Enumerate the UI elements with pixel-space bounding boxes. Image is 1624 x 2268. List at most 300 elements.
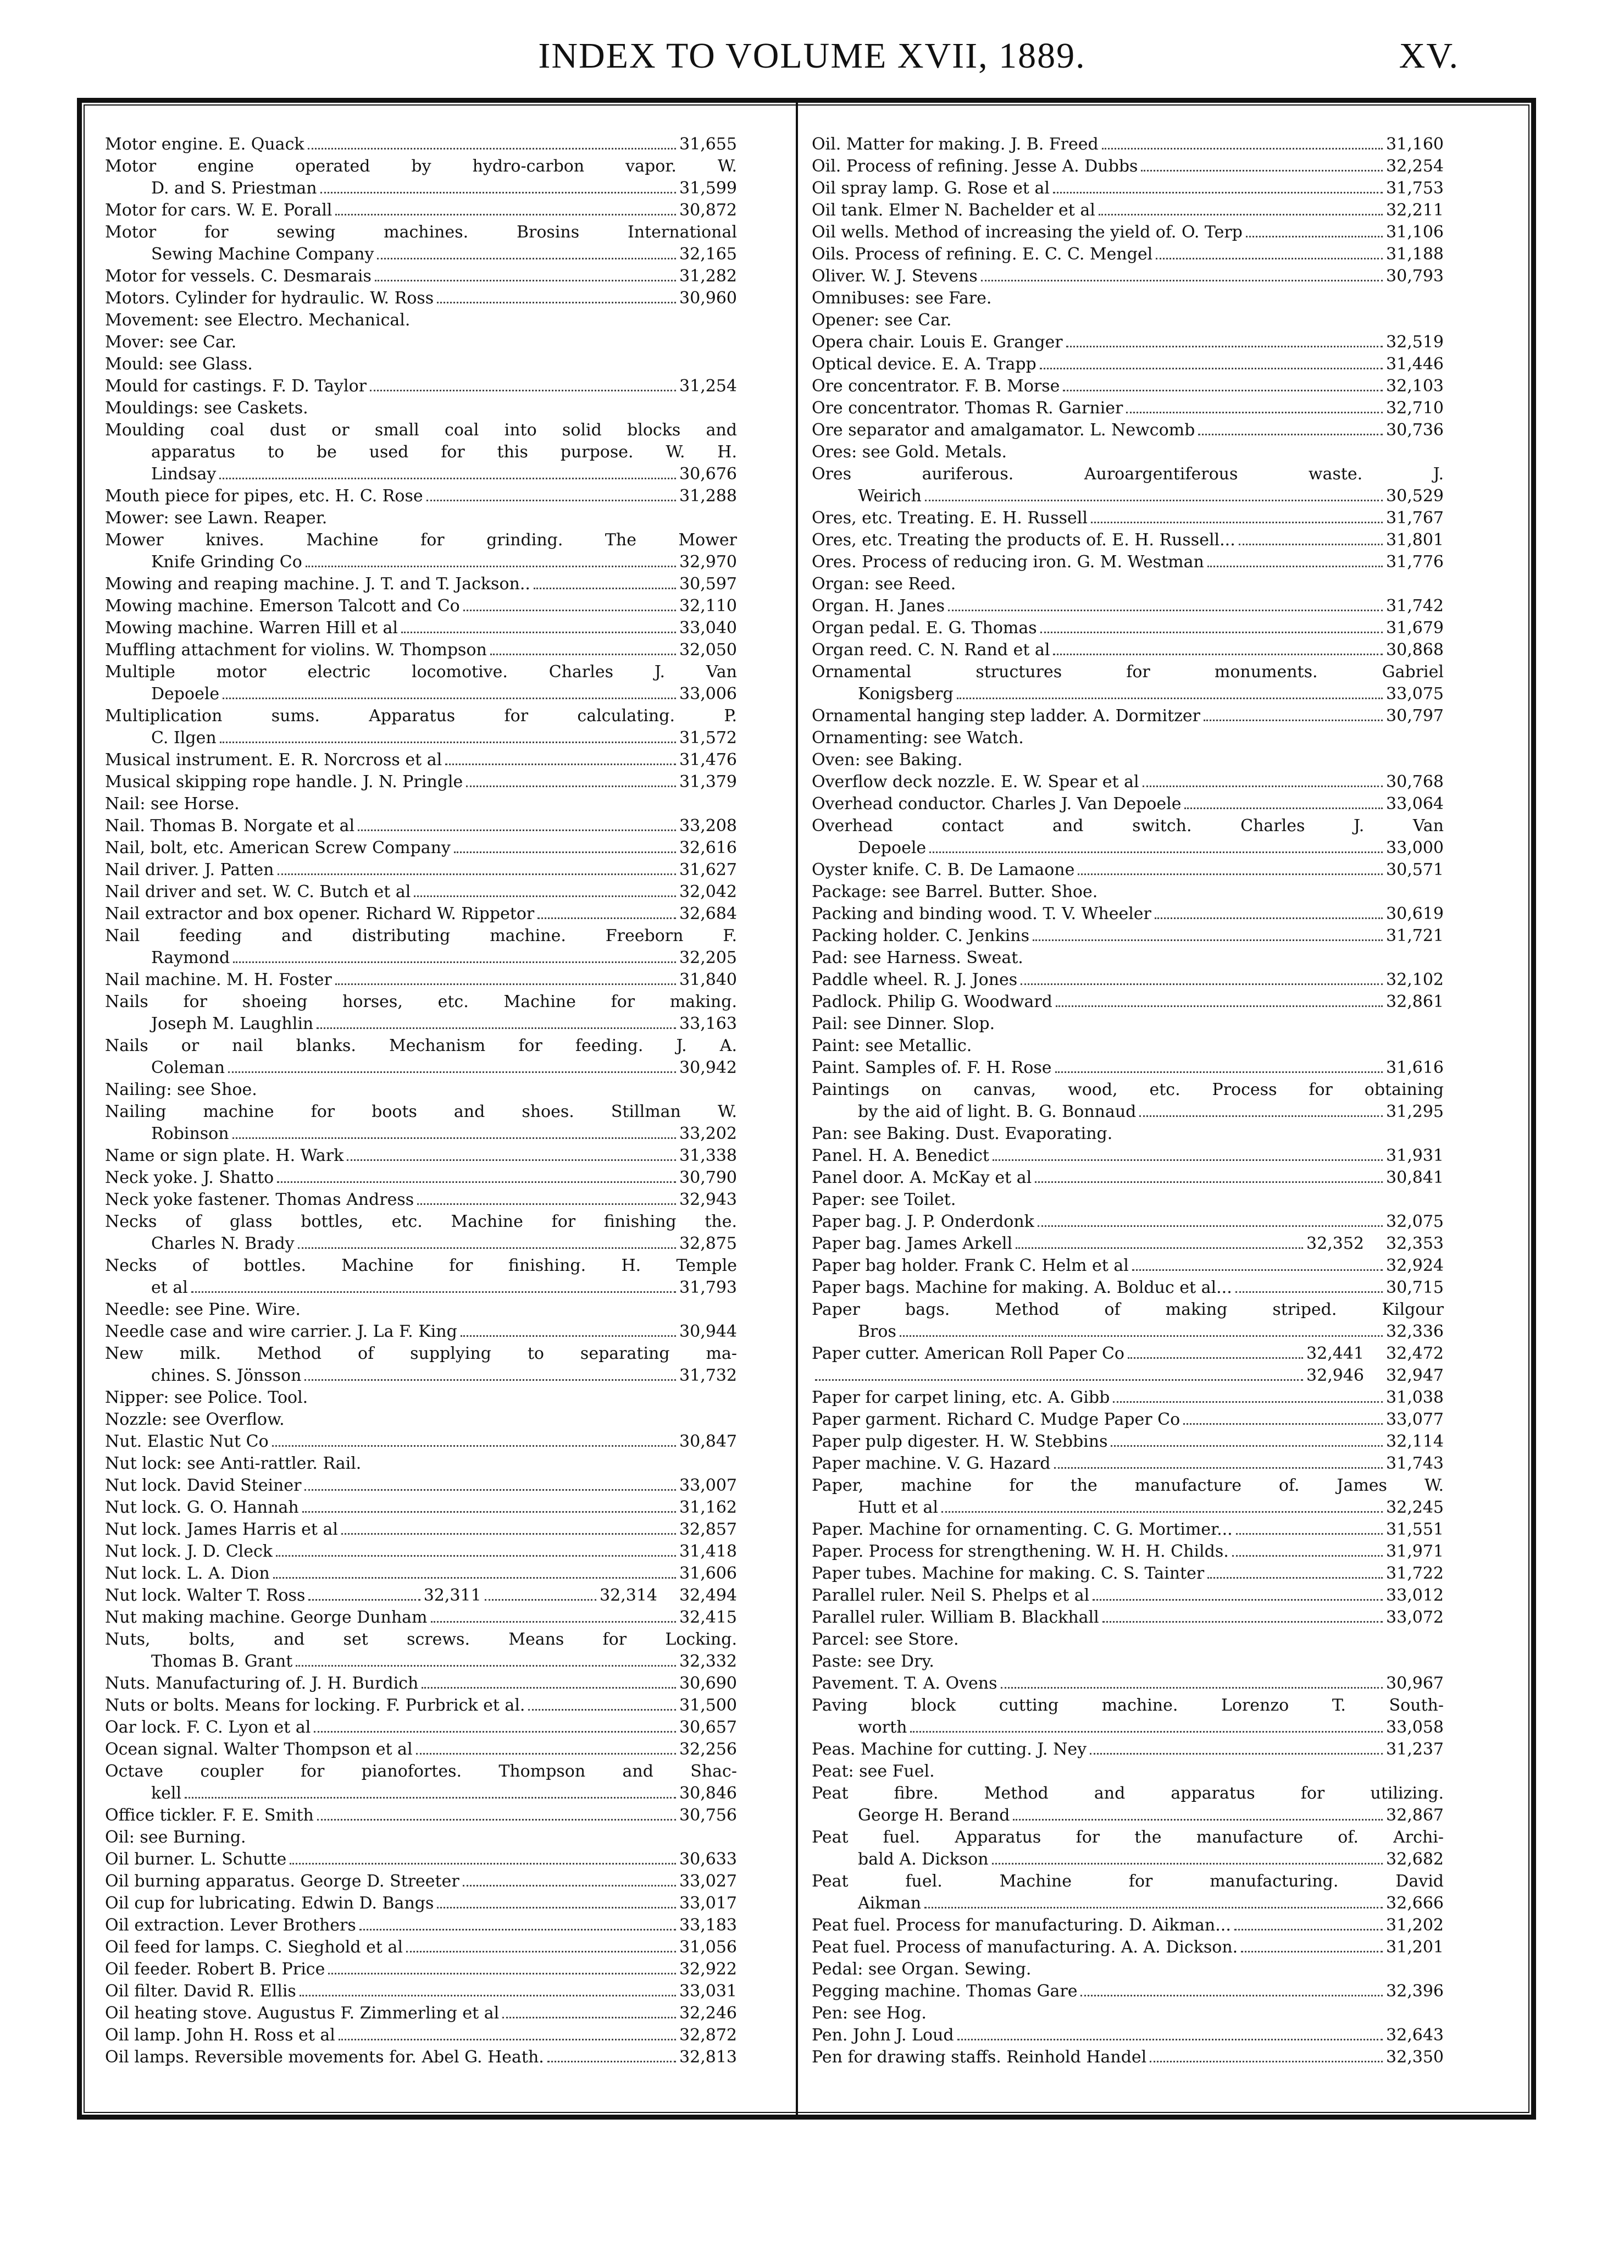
patent-number: 30,619	[1386, 904, 1444, 923]
index-entry	[105, 2046, 737, 2068]
dot-leader	[1054, 1467, 1383, 1469]
patent-number: 31,753	[1386, 179, 1444, 198]
dot-leader	[924, 1907, 1383, 1909]
index-entry	[812, 947, 1444, 969]
dot-leader	[320, 192, 676, 193]
patent-number: 30,872	[679, 201, 737, 220]
entry-text: Peat fuel. Process of manufacturing. A. A. Dickson.	[812, 1938, 1238, 1957]
index-entry	[812, 881, 1444, 903]
patent-number: 32,519	[1386, 333, 1444, 352]
index-entry	[812, 1013, 1444, 1035]
entry-text: Organ. H. Janes	[812, 596, 945, 616]
entry-text: Nut. Elastic Nut Co	[105, 1432, 269, 1451]
entry-text: Nail feeding and distributing machine. Freeborn F.	[105, 926, 737, 945]
index-entry	[105, 969, 737, 991]
entry-text: Raymond	[151, 948, 230, 967]
dot-leader	[534, 588, 676, 589]
entry-text: Oil cup for lubricating. Edwin D. Bangs	[105, 1894, 434, 1913]
dot-leader	[298, 1247, 676, 1249]
index-entry	[812, 991, 1444, 1013]
entry-text: Nuts, bolts, and set screws. Means for Locking.	[105, 1630, 737, 1649]
patent-number: 32,352	[1306, 1234, 1365, 1253]
patent-number: 31,202	[1386, 1916, 1444, 1935]
index-entry	[105, 1893, 737, 1915]
patent-number: 33,208	[679, 816, 737, 836]
entry-text: Movement: see Electro. Mechanical.	[105, 311, 411, 330]
index-entry	[105, 265, 737, 287]
patent-number: 33,040	[679, 618, 737, 638]
patent-number: 32,872	[679, 2026, 737, 2045]
patent-number: 30,736	[1386, 421, 1444, 440]
index-entry	[105, 1079, 737, 1101]
index-entry	[105, 617, 737, 639]
patent-number: 30,942	[679, 1058, 737, 1077]
index-entry	[105, 925, 737, 969]
patent-number: 32,710	[1386, 399, 1444, 418]
index-entry	[105, 1035, 737, 1079]
dot-leader	[377, 258, 676, 259]
patent-number: 30,657	[679, 1718, 737, 1737]
entry-text: Paper bags. Machine for making. A. Bolduc et al...	[812, 1278, 1232, 1297]
patent-number: 31,160	[1386, 135, 1444, 154]
patent-number: 33,000	[1386, 838, 1444, 858]
entry-text: Omnibuses: see Fare.	[812, 289, 992, 308]
index-entry	[105, 2024, 737, 2046]
index-entry	[105, 837, 737, 859]
index-entry	[105, 793, 737, 815]
index-entry	[105, 1827, 737, 1849]
entry-text: Oil: see Burning.	[105, 1828, 246, 1847]
dot-leader	[1033, 939, 1383, 941]
index-entry	[105, 353, 737, 375]
patent-number: 32,857	[679, 1520, 737, 1539]
patent-number: 31,971	[1386, 1542, 1444, 1561]
entry-text: Optical device. E. A. Trapp	[812, 355, 1037, 374]
entry-text: Ores: see Gold. Metals.	[812, 442, 1007, 462]
index-entry	[812, 727, 1444, 749]
right-column	[812, 134, 1444, 2068]
entry-text: Overhead conductor. Charles J. Van Depoele	[812, 794, 1182, 814]
index-entry	[105, 2003, 737, 2024]
entry-text: Nuts or bolts. Means for locking. F. Purbrick et al.	[105, 1696, 525, 1715]
entry-text: Motor for vessels. C. Desmarais	[105, 267, 372, 286]
entry-text: Oil burner. L. Schutte	[105, 1850, 287, 1869]
index-entry	[812, 1255, 1444, 1277]
entry-text: Ore concentrator. Thomas R. Garnier	[812, 399, 1123, 418]
entry-text: Mowing and reaping machine. J. T. and T. Jackson..	[105, 574, 530, 594]
dot-leader	[1155, 917, 1383, 919]
index-entry	[812, 595, 1444, 617]
index-entry	[812, 1299, 1444, 1343]
dot-leader	[1128, 1357, 1303, 1359]
patent-number: 31,418	[679, 1542, 737, 1561]
dot-leader	[317, 1027, 676, 1029]
entry-text: Ore separator and amalgamator. L. Newcomb	[812, 421, 1195, 440]
entry-text: by the aid of light. B. G. Bonnaud	[858, 1102, 1137, 1121]
patent-number: 31,722	[1386, 1564, 1444, 1583]
dot-leader	[1239, 544, 1383, 545]
patent-number: 32,103	[1386, 377, 1444, 396]
entry-text: Ornamental hanging step ladder. A. Dormitzer	[812, 706, 1201, 726]
index-entry	[105, 639, 737, 661]
index-entry	[812, 2003, 1444, 2024]
entry-text: Thomas B. Grant	[151, 1652, 293, 1671]
patent-number: 32,311	[423, 1586, 481, 1605]
patent-number: 32,666	[1386, 1894, 1444, 1913]
entry-text: Packing holder. C. Jenkins	[812, 926, 1029, 945]
patent-number: 32,643	[1386, 2026, 1444, 2045]
entry-text: apparatus to be used for this purpose. W. H.	[151, 442, 737, 462]
patent-number: 32,042	[679, 882, 737, 901]
entry-text: Nipper: see Police. Tool.	[105, 1388, 308, 1407]
index-entry	[105, 1167, 737, 1189]
patent-number: 32,314	[600, 1586, 658, 1605]
dot-leader	[370, 390, 676, 391]
dot-leader	[1038, 1225, 1383, 1227]
entry-text: Organ: see Reed.	[812, 574, 956, 594]
index-entry	[812, 1057, 1444, 1079]
entry-text: Pad: see Harness. Sweat.	[812, 948, 1023, 967]
page-title: INDEX TO VOLUME XVII, 1889.	[538, 36, 1086, 76]
index-entry	[105, 1673, 737, 1695]
entry-text: Paper pulp digester. H. W. Stebbins	[812, 1432, 1108, 1451]
dot-leader	[414, 895, 676, 897]
patent-number: 30,944	[679, 1322, 737, 1341]
dot-leader	[1143, 785, 1383, 787]
entry-text: Nut lock. Walter T. Ross	[105, 1586, 306, 1605]
dot-leader	[1183, 1423, 1383, 1425]
entry-text: Nails for shoeing horses, etc. Machine for making.	[105, 992, 737, 1011]
index-entry	[812, 1475, 1444, 1519]
entry-text: Nailing machine for boots and shoes. Stillman W.	[105, 1102, 737, 1121]
patent-number: 30,793	[1386, 267, 1444, 286]
dot-leader	[1099, 214, 1383, 215]
entry-text: Mould for castings. F. D. Taylor	[105, 377, 367, 396]
dot-leader	[314, 1731, 676, 1733]
patent-number: 32,867	[1386, 1806, 1444, 1825]
entry-text: Sewing Machine Company	[151, 245, 374, 264]
dot-leader	[426, 500, 676, 501]
dot-leader	[1053, 192, 1383, 193]
dot-leader	[1150, 2061, 1383, 2062]
entry-text: Panel door. A. McKay et al	[812, 1168, 1032, 1187]
dot-leader	[228, 1071, 676, 1073]
dot-leader	[1102, 1621, 1383, 1623]
index-entry	[812, 661, 1444, 705]
entry-text: Overflow deck nozzle. E. W. Spear et al	[812, 772, 1139, 792]
index-entry	[812, 1827, 1444, 1871]
patent-number: 30,597	[679, 574, 737, 594]
patent-number: 33,027	[679, 1872, 737, 1891]
entry-text: Ores, etc. Treating the products of. E. H. Russell...	[812, 530, 1235, 550]
patent-number: 33,006	[679, 684, 737, 704]
entry-text: Paper machine. V. G. Hazard	[812, 1454, 1051, 1473]
patent-number: 31,106	[1386, 223, 1444, 242]
entry-text: Nail, bolt, etc. American Screw Company	[105, 838, 451, 858]
entry-text: Oils. Process of refining. E. C. C. Mengel	[812, 245, 1153, 264]
patent-number: 33,075	[1386, 684, 1444, 704]
dot-leader	[339, 2039, 676, 2040]
entry-text: Oar lock. F. C. Lyon et al	[105, 1718, 311, 1737]
dot-leader	[302, 1511, 676, 1513]
patent-number: 31,500	[679, 1696, 737, 1715]
index-entry	[812, 771, 1444, 793]
entry-text: Mowing machine. Warren Hill et al	[105, 618, 398, 638]
dot-leader	[232, 1137, 676, 1139]
index-entry	[812, 1409, 1444, 1431]
patent-number: 31,282	[679, 267, 737, 286]
index-entry	[105, 419, 737, 485]
dot-leader	[308, 1599, 420, 1601]
patent-number: 30,633	[679, 1850, 737, 1869]
index-entry	[812, 1915, 1444, 1937]
entry-text: Bros	[858, 1322, 896, 1341]
entry-text: Lindsay	[151, 464, 217, 484]
dot-leader	[1111, 1445, 1383, 1447]
index-entry	[812, 1277, 1444, 1299]
dot-leader	[466, 785, 676, 787]
patent-number: 32,415	[679, 1608, 737, 1627]
dot-leader	[306, 566, 676, 567]
patent-number: 31,721	[1386, 926, 1444, 945]
index-entry	[105, 287, 737, 309]
dot-leader	[304, 1379, 676, 1381]
entry-text: Nut lock: see Anti-rattler. Rail.	[105, 1454, 362, 1473]
dot-leader	[1113, 1401, 1383, 1403]
dot-leader	[463, 610, 676, 611]
entry-text: bald A. Dickson	[858, 1850, 989, 1869]
dot-leader	[1016, 1247, 1303, 1249]
index-entry	[105, 1739, 737, 1761]
index-entry	[105, 1805, 737, 1827]
patent-number: 31,572	[679, 728, 737, 748]
index-entry	[812, 1189, 1444, 1211]
dot-leader	[422, 1687, 676, 1689]
entry-text: kell	[151, 1784, 182, 1803]
index-entry	[812, 419, 1444, 441]
entry-text: C. Ilgen	[151, 728, 217, 748]
patent-number: 31,793	[679, 1278, 737, 1297]
entry-text: worth	[858, 1718, 907, 1737]
patent-number: 33,202	[679, 1124, 737, 1143]
patent-number: 31,743	[1386, 1454, 1444, 1473]
index-entry	[105, 1563, 737, 1585]
entry-text: Joseph M. Laughlin	[151, 1014, 314, 1033]
patent-number: 30,529	[1386, 486, 1444, 506]
index-entry	[105, 309, 737, 331]
index-entry	[812, 1145, 1444, 1167]
entry-text: Depoele	[151, 684, 220, 704]
index-entry	[812, 705, 1444, 727]
dot-leader	[1207, 566, 1383, 567]
index-entry	[105, 134, 737, 156]
index-entry	[812, 1937, 1444, 1959]
dot-leader	[277, 1181, 676, 1183]
index-entry	[812, 375, 1444, 397]
entry-text: Paper garment. Richard C. Mudge Paper Co	[812, 1410, 1180, 1429]
index-entry	[812, 859, 1444, 881]
patent-number: 32,875	[679, 1234, 737, 1253]
patent-number: 33,017	[679, 1894, 737, 1913]
dot-leader	[957, 698, 1383, 699]
dot-leader	[272, 1445, 676, 1447]
patent-number: 31,038	[1386, 1388, 1444, 1407]
index-entry	[105, 1255, 737, 1299]
dot-leader	[1040, 368, 1383, 369]
entry-text: Oil feeder. Robert B. Price	[105, 1960, 325, 1979]
entry-text: Oil. Process of refining. Jesse A. Dubbs	[812, 157, 1138, 176]
index-entry	[105, 1145, 737, 1167]
entry-text: Multiplication sums. Apparatus for calculating. P.	[105, 706, 737, 726]
index-entry	[812, 1387, 1444, 1409]
entry-text: Opera chair. Louis E. Granger	[812, 333, 1063, 352]
dot-leader	[417, 1203, 676, 1205]
index-entry	[812, 397, 1444, 419]
dot-leader	[1066, 346, 1383, 347]
index-entry	[105, 1695, 737, 1717]
dot-leader	[1080, 1995, 1383, 1996]
entry-text: Ore concentrator. F. B. Morse	[812, 377, 1060, 396]
patent-number: 32,114	[1386, 1432, 1444, 1451]
entry-text: Mouldings: see Caskets.	[105, 399, 308, 418]
index-entry	[105, 881, 737, 903]
entry-text: Pen: see Hog.	[812, 2004, 927, 2023]
index-entry	[105, 1453, 737, 1475]
index-entry	[812, 815, 1444, 859]
entry-text: Weirich	[858, 486, 922, 506]
entry-text: Pen for drawing staffs. Reinhold Handel	[812, 2048, 1147, 2067]
entry-text: Necks of glass bottles, etc. Machine for finishing the.	[105, 1212, 737, 1231]
dot-leader	[815, 1379, 1303, 1381]
entry-text: Mouth piece for pipes, etc. H. C. Rose	[105, 486, 423, 506]
dot-leader	[431, 1621, 677, 1623]
index-entry	[105, 1409, 737, 1431]
dot-leader	[910, 1731, 1383, 1733]
patent-number: 30,847	[679, 1432, 737, 1451]
dot-leader	[1055, 1071, 1383, 1073]
dot-leader	[1053, 654, 1383, 655]
dot-leader	[347, 1159, 676, 1161]
index-entry	[812, 1519, 1444, 1541]
index-entry	[105, 222, 737, 265]
dot-leader	[900, 1335, 1383, 1337]
entry-text: Nozzle: see Overflow.	[105, 1410, 285, 1429]
index-entry	[105, 815, 737, 837]
dot-leader	[278, 873, 677, 875]
patent-number: 32,336	[1386, 1322, 1444, 1341]
entry-text: Paper. Machine for ornamenting. C. G. Mortimer...	[812, 1520, 1233, 1539]
patent-number: 32,350	[1386, 2048, 1444, 2067]
entry-text: Knife Grinding Co	[151, 552, 302, 572]
patent-number: 30,768	[1386, 772, 1444, 792]
patent-number: 32,472	[1386, 1344, 1444, 1363]
entry-text: Organ pedal. E. G. Thomas	[812, 618, 1037, 638]
dot-leader	[1126, 412, 1383, 413]
patent-number: 31,627	[679, 860, 737, 879]
index-entry	[105, 1321, 737, 1343]
dot-leader	[1232, 1555, 1383, 1557]
dot-leader	[454, 851, 676, 853]
patent-number: 32,494	[679, 1586, 737, 1605]
patent-number: 31,237	[1386, 1740, 1444, 1759]
index-entry	[812, 1563, 1444, 1585]
dot-leader	[1078, 873, 1383, 875]
dot-leader	[416, 1753, 676, 1755]
entry-text: Nut lock. James Harris et al	[105, 1520, 338, 1539]
patent-number: 32,924	[1386, 1256, 1444, 1275]
dot-leader	[1001, 1687, 1383, 1689]
dot-leader	[528, 1709, 676, 1711]
entry-text: Musical skipping rope handle. J. N. Pringle	[105, 772, 463, 792]
dot-leader	[1132, 1269, 1383, 1271]
dot-leader	[1184, 807, 1383, 809]
entry-text: Multiple motor electric locomotive. Charles J. Van	[105, 662, 737, 682]
dot-leader	[490, 654, 676, 655]
entry-text: Nut making machine. George Dunham	[105, 1608, 428, 1627]
entry-text: Peat fuel. Process for manufacturing. D. Aikman...	[812, 1916, 1231, 1935]
index-entry	[812, 639, 1444, 661]
patent-number: 31,162	[679, 1498, 737, 1517]
patent-number: 31,801	[1386, 530, 1444, 550]
patent-number: 33,007	[679, 1476, 737, 1495]
entry-text: Opener: see Car.	[812, 311, 952, 330]
dot-leader	[223, 698, 676, 699]
entry-text: Ores auriferous. Auroargentiferous waste. J.	[812, 464, 1444, 484]
index-entry	[105, 1387, 737, 1409]
dot-leader	[220, 742, 676, 743]
entry-text: Oliver. W. J. Stevens	[812, 267, 978, 286]
entry-text: Nail: see Horse.	[105, 794, 240, 814]
dot-leader	[1056, 1005, 1383, 1007]
dot-leader	[317, 1819, 676, 1821]
dot-leader	[1198, 434, 1383, 435]
index-entry	[105, 771, 737, 793]
left-column	[105, 134, 737, 2068]
index-entry	[812, 200, 1444, 222]
entry-text: Paper, machine for the manufacture of. James W.	[812, 1476, 1444, 1495]
dot-leader	[1204, 720, 1383, 721]
entry-text: Parallel ruler. Neil S. Phelps et al	[812, 1586, 1090, 1605]
index-entry	[105, 375, 737, 397]
dot-leader	[276, 1555, 676, 1557]
entry-text: Charles N. Brady	[151, 1234, 295, 1253]
index-entry	[105, 1849, 737, 1871]
patent-number: 30,756	[679, 1806, 737, 1825]
index-entry	[812, 287, 1444, 309]
entry-text: Ores. Process of reducing iron. G. M. Westman	[812, 552, 1204, 572]
index-entry	[105, 1607, 737, 1629]
entry-text: Motor engine. E. Quack	[105, 135, 304, 154]
index-entry	[812, 507, 1444, 529]
dot-leader	[296, 1665, 676, 1667]
dot-leader	[191, 1291, 676, 1293]
index-entry	[812, 1959, 1444, 1981]
entry-text: Needle case and wire carrier. J. La F. King	[105, 1322, 457, 1341]
index-entry	[812, 1761, 1444, 1783]
index-entry	[105, 507, 737, 529]
entry-text: Pail: see Dinner. Slop.	[812, 1014, 995, 1033]
entry-text: Overhead contact and switch. Charles J. Van	[812, 816, 1444, 836]
entry-text: D. and S. Priestman	[151, 179, 317, 198]
dot-leader	[1093, 1599, 1383, 1601]
index-entry	[105, 1101, 737, 1145]
index-entry	[812, 2046, 1444, 2068]
patent-number: 32,922	[679, 1960, 737, 1979]
entry-text: Panel. H. A. Benedict	[812, 1146, 989, 1165]
entry-text: Konigsberg	[858, 684, 954, 704]
entry-text: Mowing machine. Emerson Talcott and Co	[105, 596, 460, 616]
dot-leader	[219, 478, 676, 479]
